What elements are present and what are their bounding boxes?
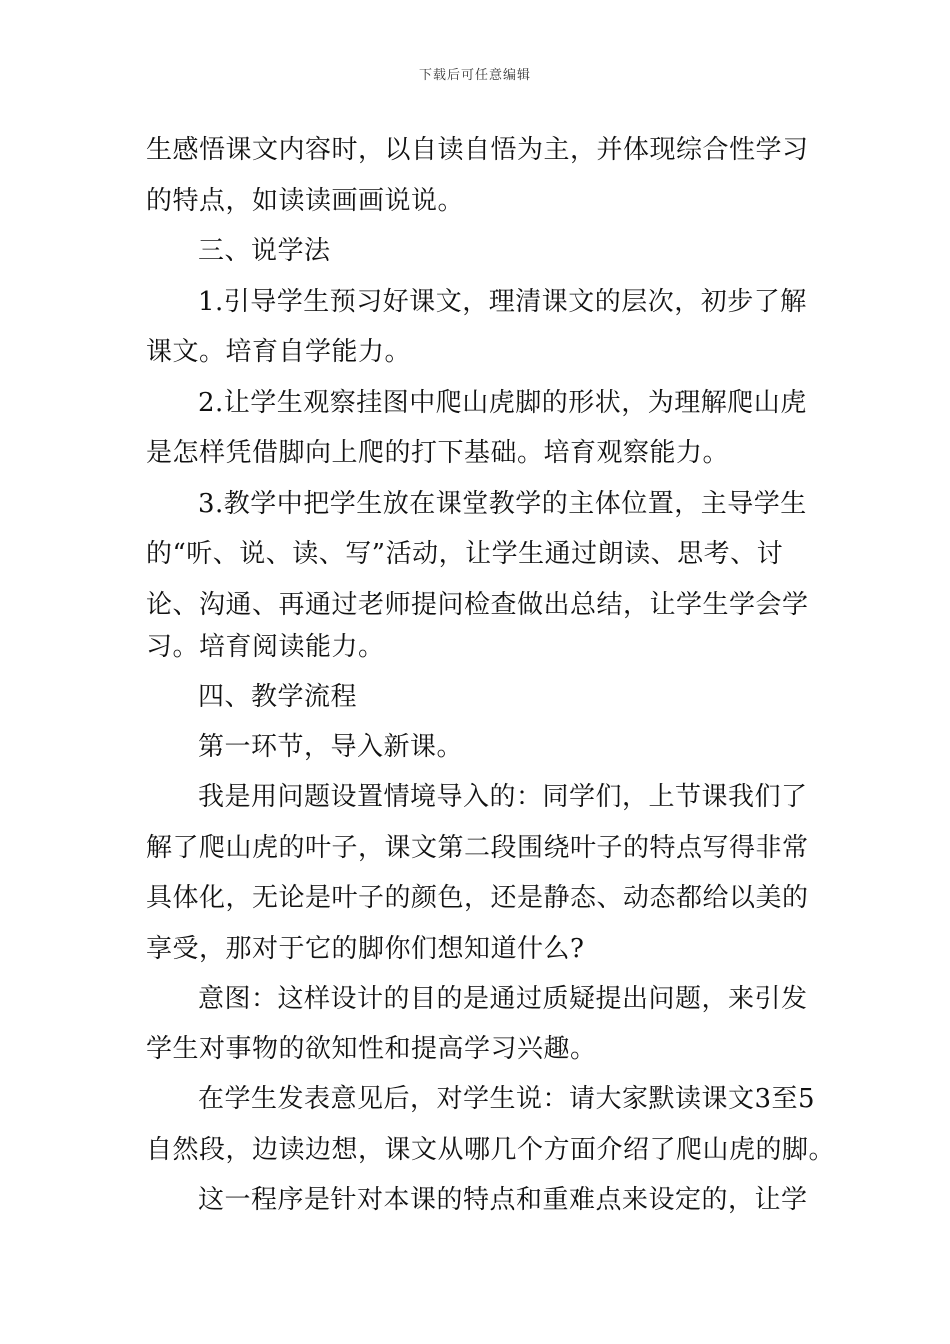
section-heading: 四、教学流程 — [198, 682, 358, 712]
body-line: 论、沟通、再通过老师提问检查做出总结，让学生学会学 — [146, 590, 809, 620]
body-line: 具体化，无论是叶子的颜色，还是静态、动态都给以美的 — [146, 883, 809, 913]
body-line: 解了爬山虎的叶子，课文第二段围绕叶子的特点写得非常 — [146, 833, 809, 863]
body-line: 的“听、说、读、写”活动，让学生通过朗读、思考、讨 — [146, 539, 784, 569]
body-line: 这一程序是针对本课的特点和重难点来设定的，让学 — [198, 1185, 808, 1215]
body-line: 享受，那对于它的脚你们想知道什么? — [146, 934, 585, 964]
body-line: 的特点，如读读画画说说。 — [146, 186, 465, 216]
body-line: 意图：这样设计的目的是通过质疑提出问题，来引发 — [198, 984, 808, 1014]
body-line: 课文。培育自学能力。 — [146, 337, 412, 367]
body-line: 1.引导学生预习好课文，理清课文的层次，初步了解 — [198, 287, 807, 317]
body-line: 在学生发表意见后，对学生说：请大家默读课文3至5 — [198, 1084, 816, 1114]
body-line: 3.教学中把学生放在课堂教学的主体位置，主导学生 — [198, 489, 807, 519]
section-heading: 三、说学法 — [198, 236, 331, 266]
body-line: 我是用问题设置情境导入的：同学们，上节课我们了 — [198, 782, 808, 812]
page-header: 下载后可任意编辑 — [418, 68, 531, 83]
body-line: 习。培育阅读能力。 — [146, 632, 385, 662]
body-line: 2.让学生观察挂图中爬山虎脚的形状，为理解爬山虎 — [198, 388, 807, 418]
body-line: 是怎样凭借脚向上爬的打下基础。培育观察能力。 — [146, 438, 730, 468]
body-line: 生感悟课文内容时，以自读自悟为主，并体现综合性学习 — [146, 135, 809, 165]
body-line: 学生对事物的欲知性和提高学习兴趣。 — [146, 1034, 597, 1064]
body-line: 自然段，边读边想，课文从哪几个方面介绍了爬山虎的脚。 — [146, 1135, 836, 1165]
subsection-heading: 第一环节，导入新课。 — [198, 732, 464, 762]
